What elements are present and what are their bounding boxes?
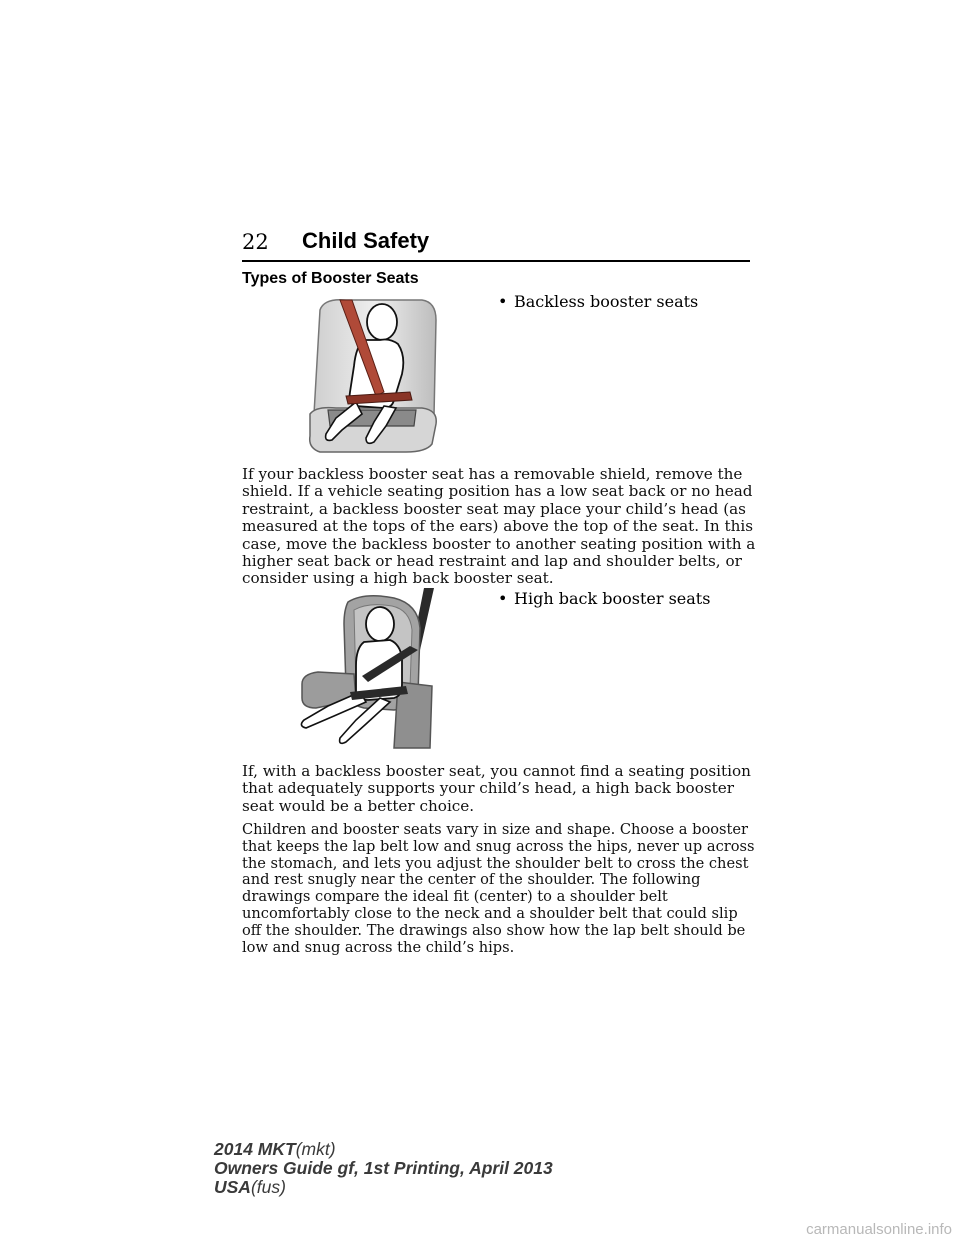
chapter-title: Child Safety <box>302 228 430 253</box>
bullet-symbol: • <box>498 292 508 311</box>
backless-booster-drawing <box>306 296 440 454</box>
footer-market-code: (fus) <box>250 1177 286 1197</box>
section-title: Types of Booster Seats <box>242 270 419 287</box>
backless-booster-illustration <box>306 296 440 454</box>
footer-line-model <box>214 1140 553 1159</box>
high-back-booster-drawing <box>294 588 436 750</box>
bullet-text: Backless booster seats <box>514 292 699 311</box>
high-back-booster-illustration <box>294 588 436 750</box>
bullet-text: High back booster seats <box>514 589 711 608</box>
document-footer <box>214 1140 553 1197</box>
footer-model: 2014 MKT <box>214 1139 296 1159</box>
bullet-symbol: • <box>498 589 508 608</box>
site-watermark: carmanualsonline.info <box>806 1221 952 1238</box>
footer-model-code: (mkt) <box>295 1139 336 1159</box>
paragraph-high-back-choice: If, with a backless booster seat, you cannot find a seating position that adequately supports your child’s head, a high back booster seat would be a better choice. <box>242 762 751 815</box>
footer-line-guide: Owners Guide gf, 1st Printing, April 2013 <box>214 1158 553 1178</box>
paragraph-backless-shield: If your backless booster seat has a removable shield, remove the shield. If a vehicle seating position has a low seat back or no head restraint, a backless booster seat may place your child’s head (as measured at the tops of the ears) above the top of the seat. In this case, move the backless booster to another seating position with a higher seat back or head restraint and lap and shoulder belts, or consider using a high back booster seat. <box>242 465 756 588</box>
paragraph-fit-guidance: Children and booster seats vary in size and shape. Choose a booster that keeps the lap belt low and snug across the hips, never up across the stomach, and lets you adjust the shoulder belt to cross the chest and rest snugly near the center of the shoulder. The following drawings compare the ideal fit (center) to a shoulder belt uncomfortably close to the neck and a shoulder belt that could slip off the shoulder. The drawings also show how the lap belt should be low and snug across the child’s hips. <box>242 821 755 956</box>
bullet-high-back-booster <box>498 589 710 608</box>
footer-line-market <box>214 1178 553 1197</box>
page-header <box>242 226 750 262</box>
bullet-backless-booster <box>498 292 698 311</box>
page-number: 22 <box>242 230 269 254</box>
footer-market: USA <box>214 1177 251 1197</box>
